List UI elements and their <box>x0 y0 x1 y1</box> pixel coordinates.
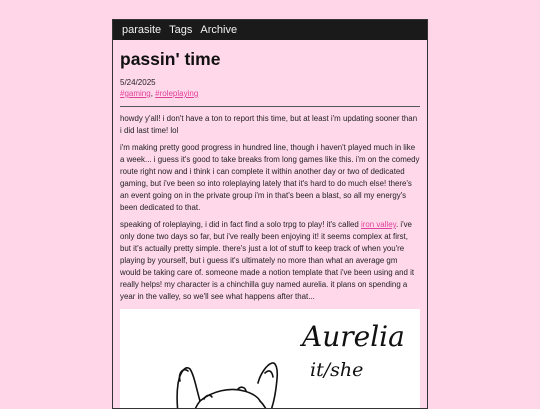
paragraph-text: speaking of roleplaying, i did in fact find a solo trpg to play! it's called <box>120 220 361 229</box>
tag-separator: , <box>150 89 156 98</box>
sketch-name-label: Aurelia <box>302 320 405 353</box>
post-tags <box>120 89 420 99</box>
nav-link-tags[interactable]: Tags <box>169 24 193 36</box>
post <box>113 48 427 409</box>
paragraph-text: . i've only done two days so far, but i've really been enjoying it! it seems complex at first, but it's actually pretty simple. there's just a lot of stuff to keep track of when you're playing by yourself, but i guess it's ultimately no more than what an average gm would be taking care of. someone made a notion template that i've been using and it really helps! my character is a chinchilla guy named aurelia. it plans on spending a year in the valley, so we'll see what happens after that... <box>120 220 415 301</box>
post-paragraph: howdy y'all! i don't have a ton to report this time, but at least i'm updating sooner than i did last time! lol <box>120 114 418 135</box>
sketch-pronouns-label: it/she <box>310 359 364 381</box>
nav-link-home[interactable]: parasite <box>122 24 162 36</box>
character-sketch-image <box>120 309 420 409</box>
post-paragraph: i'm making pretty good progress in hundred line, though i haven't played much in like a week... i guess it's good to take breaks from long games like this. i'm on the comedy route right now and i think i can complete it within another day or two of dedicated gaming, but i've been so into roleplaying lately that it's hard to do much else! there's an event going on in the private group i'm in that's been a blast, so all my energy's been dedicated to that. <box>120 143 420 212</box>
iron-valley-link[interactable]: iron valley <box>361 220 396 229</box>
navbar <box>113 20 427 40</box>
nav-link-archive[interactable]: Archive <box>200 24 238 36</box>
post-paragraph <box>120 219 420 303</box>
tag-link-gaming[interactable]: #gaming <box>120 89 151 98</box>
tag-link-roleplaying[interactable]: #roleplaying <box>155 89 199 98</box>
post-title: passin' time <box>120 49 221 69</box>
blog-frame <box>112 19 428 409</box>
post-date: 5/24/2025 <box>120 78 156 87</box>
title-divider <box>120 106 420 107</box>
